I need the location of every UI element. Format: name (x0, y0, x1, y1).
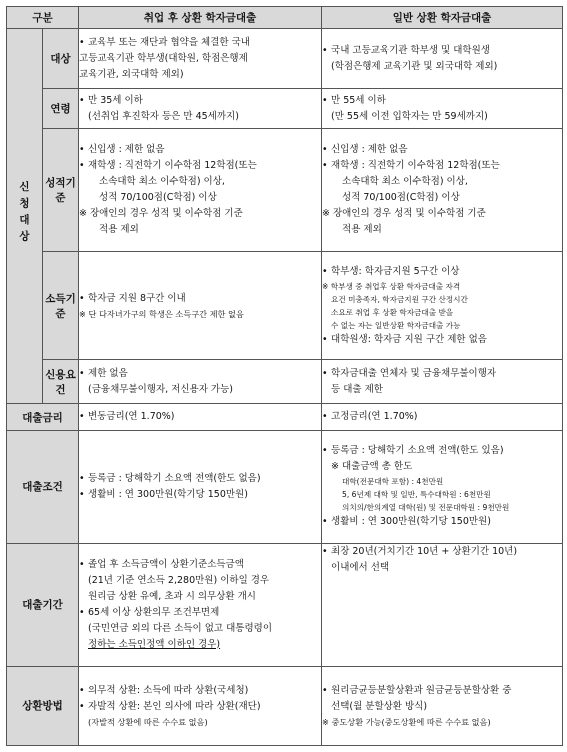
repayment-b: • 원리금균등분할상환과 원금균등분할상환 중 선택(월 분할상환 방식) ※ 중도상환 가능(중도상환에 따른 수수료 없음) (322, 666, 563, 745)
row-credit (7, 360, 563, 404)
target-b: • 국내 고등교육기관 학부생 및 대학원생 (학점은행제 교육기관 및 외국대학 제외) (322, 28, 563, 88)
label-credit: 신용요건 (43, 360, 79, 404)
row-repayment (7, 666, 563, 745)
target-a: • 교육부 또는 재단과 협약을 체결한 국내 고등교육기관 학부생(대학원, 학점은행제 교육기관, 외국대학 제외) (79, 28, 322, 88)
income-b: • 학부생: 학자금지원 5구간 이상 ※ 학부생 중 취업후 상환 학자금대출 자격 요건 미충족자, 학자금지원 구간 산정시간 소요로 취업 후 상환 학자금대출 받을 수 없는 자는 일반상환 학자금대출 가능 • 대학원생: 학자금 지원 구간 제한 없음 (322, 251, 563, 359)
grades-a: • 신입생 : 제한 없음 • 재학생 : 직전학기 이수학점 12학점(또는 소속대학 최소 이수학점) 이상, 성적 70/100점(C학점) 이상 ※ 장애인의 경우 성적 및 이수학점 기준 적용 제외 (79, 128, 322, 251)
income-a: • 학자금 지원 8구간 이내 ※ 단 다자녀가구의 학생은 소득구간 제한 없음 (79, 251, 322, 359)
interest-a: • 변동금리(연 1.70%) (79, 404, 322, 431)
label-income: 소득기준 (43, 251, 79, 359)
label-target: 대상 (43, 28, 79, 88)
period-b: • 최장 20년(거치기간 10년 + 상환기간 10년) 이내에서 선택 (322, 543, 563, 666)
conditions-b: • 등록금 : 당해학기 소요액 전액(한도 있음) ※ 대출금액 총 한도 대학(전문대학 포함) : 4천만원 5, 6년제 대학 및 일반, 특수대학원 : 6천만원 의치의/한의계열 대학(원) 및 전문대학원 : 9천만원 • 생활비 : 연 300만원(학기당 150만원) (322, 431, 563, 544)
header-row (7, 7, 563, 29)
credit-b: • 학자금대출 연체자 및 금융채무불이행자 등 대출 제한 (322, 360, 563, 404)
row-target (7, 28, 563, 88)
section-eligibility-label: 신청대상 (7, 28, 43, 403)
label-repayment: 상환방법 (7, 666, 79, 745)
row-conditions (7, 431, 563, 544)
student-loan-comparison-table (6, 6, 563, 746)
conditions-a: • 등록금 : 당해학기 소요액 전액(한도 없음) • 생활비 : 연 300만원(학기당 150만원) (79, 431, 322, 544)
row-grades (7, 128, 563, 251)
age-b: • 만 55세 이하 (만 55세 이전 입학자는 만 59세까지) (322, 89, 563, 129)
repayment-a: • 의무적 상환: 소득에 따라 상환(국세청) • 자발적 상환: 본인 의사에 따라 상환(재단) (자발적 상환에 따른 수수료 없음) (79, 666, 322, 745)
label-age: 연령 (43, 89, 79, 129)
age-a: • 만 35세 이하 (선취업 후진학자 등은 만 45세까지) (79, 89, 322, 129)
row-interest (7, 404, 563, 431)
header-category: 구분 (7, 7, 79, 29)
label-period: 대출기간 (7, 543, 79, 666)
label-conditions: 대출조건 (7, 431, 79, 544)
row-income (7, 251, 563, 359)
row-period (7, 543, 563, 666)
header-col-b: 일반 상환 학자금대출 (322, 7, 563, 29)
header-col-a: 취업 후 상환 학자금대출 (79, 7, 322, 29)
label-grades: 성적기준 (43, 128, 79, 251)
grades-b: • 신입생 : 제한 없음 • 재학생 : 직전학기 이수학점 12학점(또는 소속대학 최소 이수학점) 이상, 성적 70/100점(C학점) 이상 ※ 장애인의 경우 성적 및 이수학점 기준 적용 제외 (322, 128, 563, 251)
row-age (7, 89, 563, 129)
period-a: • 졸업 후 소득금액이 상환기준소득금액 (21년 기준 연소득 2,280만원) 이하일 경우 원리금 상환 유예, 초과 시 의무상환 개시 • 65세 이상 상환의무 조건부면제 (국민연금 외의 다른 소득이 없고 대통령령이 정하는 소득인정액 이하인 경우) (79, 543, 322, 666)
interest-b: • 고정금리(연 1.70%) (322, 404, 563, 431)
label-interest: 대출금리 (7, 404, 79, 431)
credit-a: • 제한 없음 (금융채무불이행자, 저신용자 가능) (79, 360, 322, 404)
